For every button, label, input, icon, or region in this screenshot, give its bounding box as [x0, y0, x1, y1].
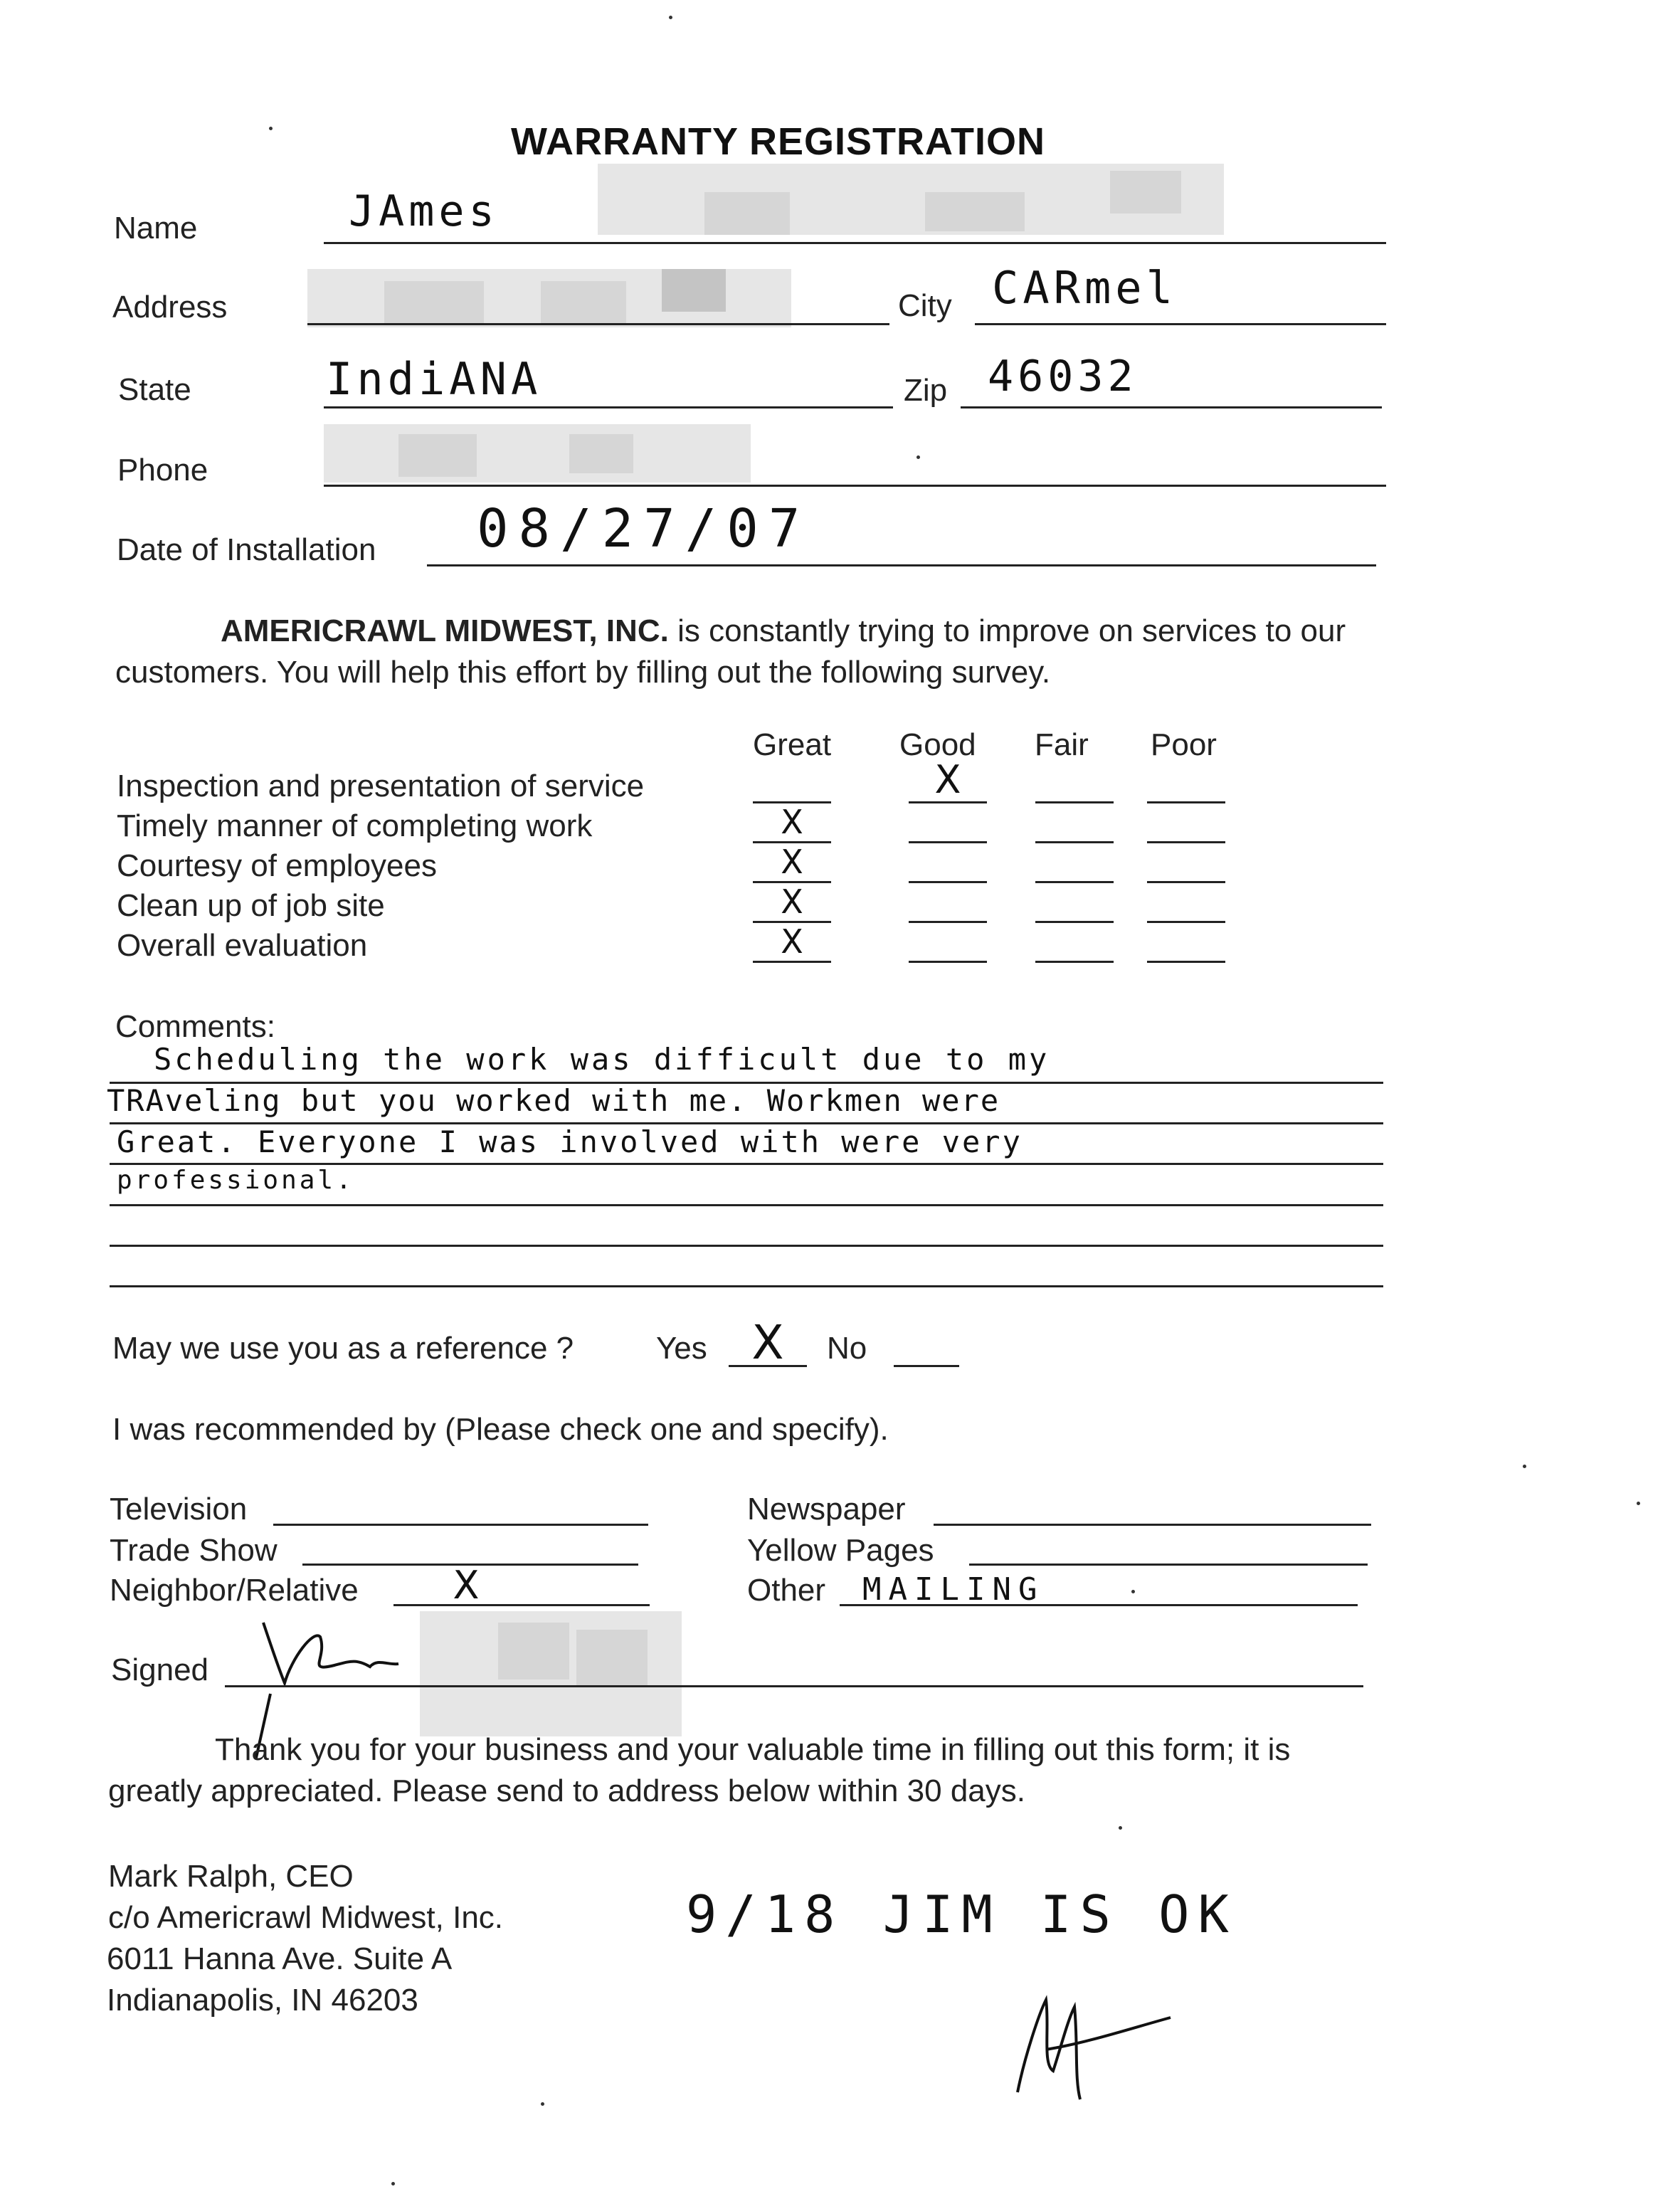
column-great: Great: [753, 727, 832, 762]
comment-line: Scheduling the work was difficult due to my: [154, 1042, 1050, 1077]
scan-speck: [1637, 1502, 1640, 1505]
option-newspaper: Newspaper: [747, 1492, 906, 1527]
survey-mark: X: [781, 882, 803, 921]
comment-rule: [110, 1204, 1383, 1206]
comment-rule: [110, 1245, 1383, 1247]
survey-row-label: Timely manner of completing work: [117, 808, 593, 843]
date-line: [427, 564, 1376, 566]
zip-value: 46032: [988, 352, 1138, 401]
intro-line-1: [221, 611, 1346, 652]
other-line: [840, 1604, 1358, 1606]
date-of-installation-value: 08/27/07: [477, 498, 810, 559]
comment-line: professional.: [117, 1166, 354, 1195]
address-label: Address: [112, 290, 228, 325]
state-value: IndiANA: [326, 353, 542, 405]
form-title: WARRANTY REGISTRATION: [511, 120, 1046, 163]
comment-line: Great. Everyone I was involved with were very: [117, 1124, 1023, 1159]
survey-blank-line: [1147, 881, 1225, 883]
scan-speck: [1131, 1590, 1135, 1593]
address-block-line: Mark Ralph, CEO: [108, 1859, 354, 1894]
name-line: [324, 242, 1386, 244]
redaction-block: [662, 269, 726, 312]
redaction-block: [1110, 171, 1181, 213]
other-value: MAILING: [862, 1571, 1045, 1608]
phone-line: [324, 485, 1386, 487]
survey-row-label: Courtesy of employees: [117, 848, 437, 883]
comment-rule: [110, 1082, 1383, 1084]
scan-speck: [1523, 1465, 1526, 1468]
reference-no-label: No: [827, 1331, 867, 1366]
neighbor-relative-mark: X: [453, 1563, 480, 1608]
survey-blank-line: [1035, 801, 1114, 803]
zip-label: Zip: [904, 373, 948, 408]
address-line: [307, 323, 889, 325]
signed-label: Signed: [111, 1652, 209, 1687]
signed-line: [225, 1685, 1363, 1687]
survey-blank-line: [909, 961, 987, 963]
state-line: [324, 406, 893, 408]
survey-blank-line: [1035, 841, 1114, 843]
redaction-block: [569, 434, 633, 473]
column-good: Good: [899, 727, 976, 762]
comments-label: Comments:: [115, 1009, 275, 1044]
option-other: Other: [747, 1573, 826, 1608]
comment-line: TRAveling but you worked with me. Workmen were: [107, 1083, 1000, 1118]
redaction-block: [384, 281, 484, 324]
redaction-block: [541, 281, 626, 324]
thanks-line-2: greatly appreciated. Please send to address below within 30 days.: [108, 1773, 1025, 1808]
recommended-prompt: I was recommended by (Please check one and specify).: [112, 1412, 889, 1447]
city-line: [975, 323, 1386, 325]
phone-label: Phone: [117, 453, 208, 487]
reference-yes-mark: X: [751, 1315, 784, 1370]
newspaper-line: [934, 1524, 1371, 1526]
survey-blank-line: [909, 841, 987, 843]
state-label: State: [118, 372, 191, 407]
redaction-block: [925, 192, 1025, 231]
column-poor: Poor: [1151, 727, 1217, 762]
scan-speck: [1119, 1826, 1122, 1830]
survey-blank-line: [1035, 961, 1114, 963]
survey-row-label: Overall evaluation: [117, 928, 368, 963]
scan-speck: [916, 455, 920, 459]
survey-blank-line: [1147, 801, 1225, 803]
survey-blank-line: [909, 881, 987, 883]
survey-mark: X: [781, 922, 803, 961]
intro-line-2: customers. You will help this effort by filling out the following survey.: [115, 655, 1051, 690]
handwritten-note: 9/18 JIM IS OK: [686, 1884, 1237, 1944]
survey-blank-line: [909, 921, 987, 923]
reference-yes-label: Yes: [656, 1331, 707, 1366]
survey-blank-line: [1147, 961, 1225, 963]
reference-question: May we use you as a reference ?: [112, 1331, 574, 1366]
address-block-line: c/o Americrawl Midwest, Inc.: [108, 1900, 504, 1935]
scan-speck: [541, 2102, 544, 2106]
survey-blank-line: [1035, 921, 1114, 923]
reference-yes-line: [729, 1365, 807, 1367]
zip-line: [961, 406, 1382, 408]
survey-blank-line: [1147, 841, 1225, 843]
address-block-line: Indianapolis, IN 46203: [107, 1983, 418, 2018]
option-television: Television: [110, 1492, 248, 1527]
redaction-block: [704, 192, 790, 235]
scan-speck: [391, 2182, 395, 2185]
scan-speck: [269, 127, 273, 130]
redaction-block: [398, 434, 477, 477]
address-block-line: 6011 Hanna Ave. Suite A: [107, 1941, 453, 1976]
television-line: [273, 1524, 648, 1526]
date-of-installation-label: Date of Installation: [117, 532, 376, 567]
neighbor-relative-line: [393, 1604, 650, 1606]
redaction-block: [498, 1623, 569, 1680]
thanks-line-1: Thank you for your business and your valuable time in filling out this form; it is: [215, 1732, 1291, 1767]
comment-rule: [110, 1163, 1383, 1165]
survey-blank-line: [753, 961, 831, 963]
name-value: JAmes: [349, 186, 499, 236]
comment-rule: [110, 1285, 1383, 1287]
survey-row-label: Clean up of job site: [117, 888, 385, 923]
survey-row-label: Inspection and presentation of service: [117, 769, 645, 803]
survey-mark: X: [934, 757, 961, 802]
survey-blank-line: [1035, 881, 1114, 883]
reference-no-line: [894, 1365, 959, 1367]
survey-blank-line: [1147, 921, 1225, 923]
column-fair: Fair: [1035, 727, 1089, 762]
option-neighbor-relative: Neighbor/Relative: [110, 1573, 359, 1608]
city-label: City: [898, 288, 952, 323]
city-value: CARmel: [992, 262, 1177, 314]
initials-scribble: [1003, 1986, 1188, 2107]
redacted-phone: [324, 424, 751, 483]
name-label: Name: [114, 211, 198, 246]
option-trade-show: Trade Show: [110, 1533, 278, 1568]
company-name: AMERICRAWL MIDWEST, INC.: [221, 613, 669, 648]
survey-mark: X: [781, 803, 803, 841]
comment-rule: [110, 1122, 1383, 1124]
redaction-block: [576, 1630, 648, 1687]
intro-line-1-rest: is constantly trying to improve on services to our: [668, 613, 1346, 648]
survey-mark: X: [781, 843, 803, 881]
yellow-pages-line: [969, 1564, 1368, 1566]
scan-speck: [669, 16, 672, 19]
option-yellow-pages: Yellow Pages: [747, 1533, 934, 1568]
